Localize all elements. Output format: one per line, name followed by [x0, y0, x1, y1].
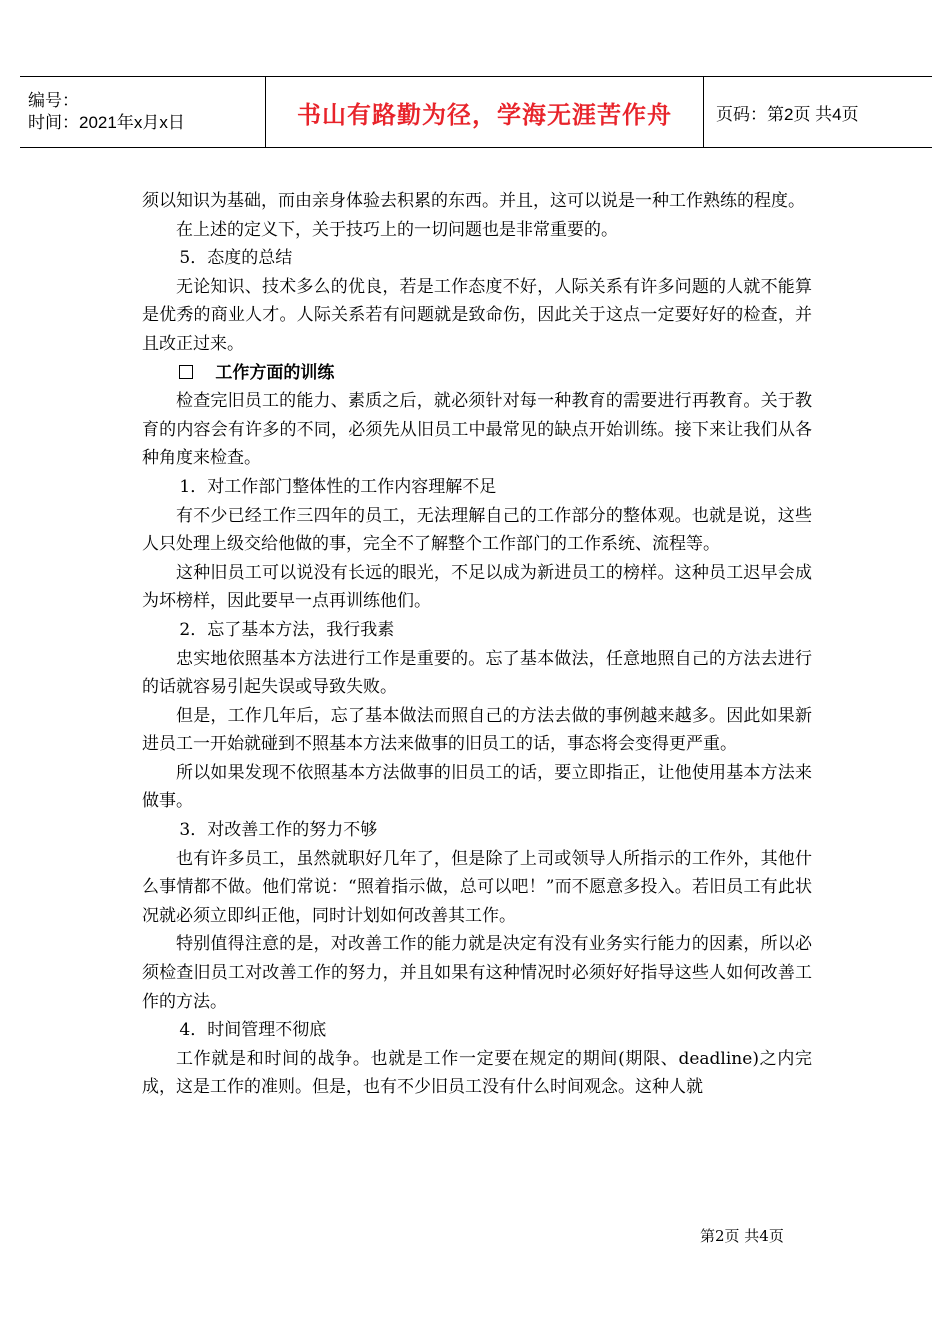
paragraph: 忠实地依照基本方法进行工作是重要的。忘了基本做法，任意地照自己的方法去进行的话就容易引起失误或导致失败。 — [142, 648, 812, 698]
page-footer: 第2页 共4页 — [700, 1227, 784, 1245]
paragraph: 也有许多员工，虽然就职好几年了，但是除了上司或领导人所指示的工作外，其他什么事情都不做。他们常说：“照着指示做，总可以吧！”而不愿意多投入。若旧员工有此状况就必须立即纠正他，同时计划如何改善其工作。 — [142, 848, 812, 926]
paragraph: 所以如果发现不依照基本方法做事的旧员工的话，要立即指正，让他使用基本方法来做事。 — [142, 762, 812, 812]
paragraph: 特别值得注意的是，对改善工作的能力就是决定有没有业务实行能力的因素，所以必须检查旧员工对改善工作的努力，并且如果有这种情况时必须好好指导这些人如何改善工作的方法。 — [142, 934, 812, 1012]
document-header — [20, 76, 932, 148]
paragraph: 在上述的定义下，关于技巧上的一切问题也是非常重要的。 — [176, 219, 618, 240]
subheading: 5．态度的总结 — [179, 248, 293, 269]
section-heading — [142, 359, 812, 388]
paragraph: 须以知识为基础，而由亲身体验去积累的东西。并且，这可以说是一种工作熟练的程度。 — [142, 191, 805, 211]
paragraph: 这种旧员工可以说没有长远的眼光，不足以成为新进员工的榜样。这种员工迟早会成为坏榜样，因此要早一点再训练他们。 — [142, 562, 812, 612]
subheading: 4．时间管理不彻底 — [179, 1020, 327, 1041]
subheading: 1．对工作部门整体性的工作内容理解不足 — [179, 476, 497, 497]
paragraph: 检查完旧员工的能力、素质之后，就必须针对每一种教育的需要进行再教育。关于教育的内容会有许多的不同，必须先从旧员工中最常见的缺点开始训练。接下来让我们从各种角度来检查。 — [142, 391, 812, 469]
section-heading-text: 工作方面的训练 — [215, 362, 335, 383]
document-time-label: 时间：2021年x月x日 — [28, 113, 185, 132]
checkbox-square-icon — [179, 365, 193, 379]
header-meta — [20, 77, 266, 148]
paragraph: 有不少已经工作三四年的员工，无法理解自己的工作部分的整体观。也就是说，这些人只处理上级交给他做的事，完全不了解整个工作部门的工作系统、流程等。 — [142, 505, 812, 555]
document-number-label: 编号： — [28, 91, 79, 110]
subheading: 2．忘了基本方法，我行我素 — [179, 619, 395, 640]
paragraph: 无论知识、技术多么的优良，若是工作态度不好，人际关系有许多问题的人就不能算是优秀的商业人才。人际关系若有问题就是致命伤，因此关于这点一定要好好的检查，并且改正过来。 — [142, 276, 812, 354]
header-page-info: 页码：第2页 共4页 — [704, 77, 933, 148]
paragraph: 但是，工作几年后，忘了基本做法而照自己的方法去做的事例越来越多。因此如果新进员工一开始就碰到不照基本方法来做事的旧员工的话，事态将会变得更严重。 — [142, 705, 812, 755]
header-motto: 书山有路勤为径，学海无涯苦作舟 — [266, 77, 704, 148]
paragraph: 工作就是和时间的战争。也就是工作一定要在规定的期间(期限、deadline)之内完成，这是工作的准则。但是，也有不少旧员工没有什么时间观念。这种人就 — [142, 1048, 812, 1098]
subheading: 3．对改善工作的努力不够 — [179, 820, 378, 841]
document-body — [142, 187, 812, 1102]
